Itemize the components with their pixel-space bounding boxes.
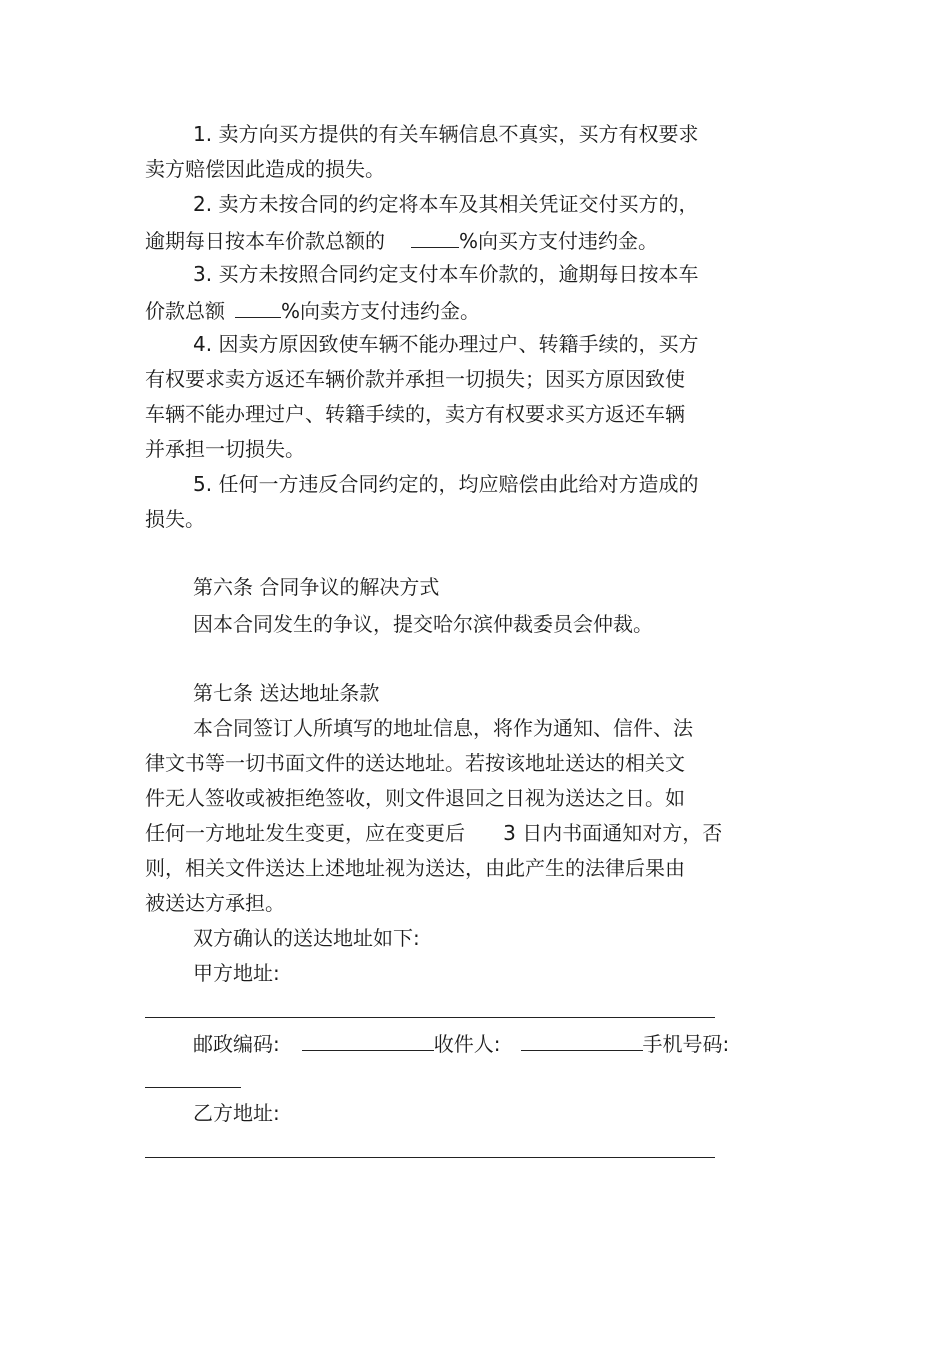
- clause-4-line-3: 车辆不能办理过户、转籍手续的，卖方有权要求买方返还车辆: [145, 402, 685, 426]
- article-7-line-6: 被送达方承担。: [145, 891, 285, 915]
- article-7-line-5: 则，相关文件送达上述地址视为送达，由此产生的法律后果由: [145, 856, 685, 880]
- article-7-title: 第七条 送达地址条款: [193, 681, 380, 705]
- clause-3-line-2: [145, 297, 480, 323]
- postcode-label: 邮政编码:: [193, 1032, 280, 1056]
- clause-2-text-a: 逾期每日按本车价款总额的: [145, 229, 385, 253]
- article-7-line-2: 律文书等一切书面文件的送达地址。若按该地址送达的相关文: [145, 751, 685, 775]
- article-7-line-3: 件无人签收或被拒绝签收，则文件退回之日视为送达之日。如: [145, 786, 685, 810]
- clause-3-text-a: 价款总额: [145, 299, 225, 323]
- phone-field[interactable]: [145, 1087, 241, 1088]
- party-a-address-label: 甲方地址:: [193, 961, 280, 985]
- article-7-line-1: 本合同签订人所填写的地址信息，将作为通知、信件、法: [193, 716, 693, 740]
- clause-4-line-4: 并承担一切损失。: [145, 437, 305, 461]
- percent-blank-field[interactable]: [235, 297, 281, 318]
- clause-3-text-b: %向卖方支付违约金。: [281, 299, 481, 323]
- party-a-contact-row: [193, 1030, 729, 1056]
- postcode-field[interactable]: [302, 1030, 434, 1051]
- clause-1-line-2: 卖方赔偿因此造成的损失。: [145, 157, 385, 181]
- clause-2-line-1: 2. 卖方未按合同的约定将本车及其相关凭证交付买方的，: [193, 192, 699, 216]
- address-confirm-text: 双方确认的送达地址如下:: [193, 926, 420, 950]
- clause-2-line-2: [145, 227, 658, 253]
- clause-1-line-1: 1. 卖方向买方提供的有关车辆信息不真实，买方有权要求: [193, 122, 699, 146]
- clause-3-line-1: 3. 买方未按照合同约定支付本车价款的，逾期每日按本车: [193, 262, 699, 286]
- percent-blank-field[interactable]: [411, 227, 459, 248]
- phone-label: 手机号码:: [642, 1032, 730, 1056]
- party-b-address-label: 乙方地址:: [193, 1101, 280, 1125]
- recipient-field[interactable]: [521, 1030, 643, 1051]
- recipient-label: 收件人:: [433, 1032, 501, 1056]
- article-6-body: 因本合同发生的争议，提交哈尔滨仲裁委员会仲裁。: [193, 612, 653, 636]
- clause-5-line-1: 5. 任何一方违反合同约定的，均应赔偿由此给对方造成的: [193, 472, 699, 496]
- clause-4-line-1: 4. 因卖方原因致使车辆不能办理过户、转籍手续的，买方: [193, 332, 699, 356]
- clause-4-line-2: 有权要求卖方返还车辆价款并承担一切损失；因买方原因致使: [145, 367, 685, 391]
- party-b-address-line[interactable]: [145, 1157, 715, 1158]
- clause-2-text-b: %向买方支付违约金。: [459, 229, 659, 253]
- party-a-address-line[interactable]: [145, 1017, 715, 1018]
- article-7-line-4: 任何一方地址发生变更，应在变更后 3 日内书面通知对方，否: [145, 821, 723, 845]
- clause-5-line-2: 损失。: [145, 507, 205, 531]
- article-6-title: 第六条 合同争议的解决方式: [193, 575, 440, 599]
